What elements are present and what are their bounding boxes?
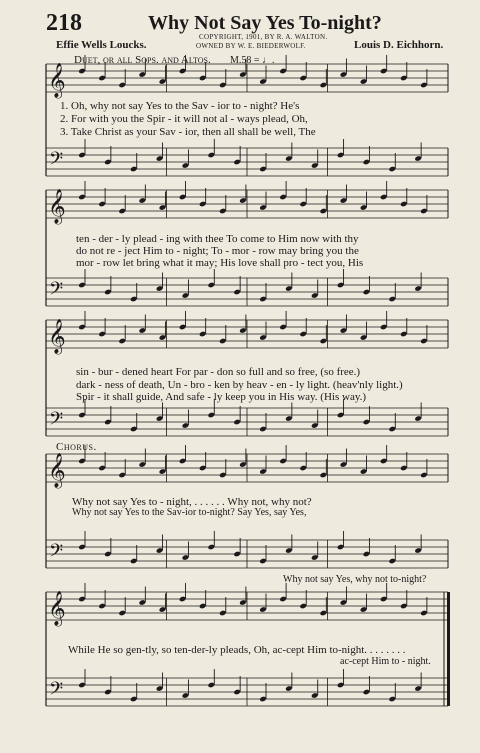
treble-clef-icon: 𝄞 <box>48 189 66 224</box>
lyric-line: do not re - ject Him to - night; To - mor - row may bring you the <box>76 245 359 257</box>
final-barline <box>447 592 450 706</box>
lyric-line: Spir - it shall guide, And safe - ly keep you in His way. (His way.) <box>76 391 367 403</box>
lyric-line: dark - ness of death, Un - bro - ken by heav - en - ly light. (heav'nly light.) <box>76 379 403 391</box>
treble-clef-icon: 𝄞 <box>48 319 66 354</box>
treble-clef-icon: 𝄞 <box>48 63 66 98</box>
bass-clef-icon: 𝄢 <box>49 409 64 434</box>
lyric-line: 1. Oh, why not say Yes to the Sav - ior to - night? He's <box>60 100 300 112</box>
lyric-line: 2. For with you the Spir - it will not al - ways plead, Oh, <box>60 113 308 125</box>
copyright-line-2: OWNED BY W. E. BIEDERWOLF. <box>196 42 306 50</box>
hymn-title: Why Not Say Yes To-night? <box>148 12 382 34</box>
lyric-line: sin - bur - dened heart For par - don so full and so free, (so free.) <box>76 366 361 378</box>
performance-marking: Duet, or all Sops. and Altos. <box>74 54 211 66</box>
bass-clef-icon: 𝄢 <box>49 279 64 304</box>
treble-clef-icon: 𝄞 <box>48 591 66 626</box>
chorus-lyric-line: Why not say Yes to the Sav-ior to-night? Say Yes, say Yes, <box>72 507 307 518</box>
hymn-number: 218 <box>46 10 82 36</box>
treble-clef-icon: 𝄞 <box>48 453 66 488</box>
copyright-line-1: COPYRIGHT, 1901, BY R. A. WALTON. <box>199 33 328 41</box>
chorus-lyric-line: Why not say Yes, why not to-night? <box>283 574 427 585</box>
chorus-lyric-line: ac-cept Him to - night. <box>340 656 431 667</box>
lyric-line: ten - der - ly plead - ing with thee To come to Him now with thy <box>76 233 359 245</box>
bass-clef-icon: 𝄢 <box>49 541 64 566</box>
bass-clef-icon: 𝄢 <box>49 679 64 704</box>
chorus-label: Chorus. <box>56 441 97 453</box>
composer-credit: Louis D. Eichhorn. <box>354 39 444 51</box>
bass-clef-icon: 𝄢 <box>49 149 64 174</box>
lyric-line: mor - row let bring what it may; His love shall pro - tect you, His <box>76 257 364 269</box>
chorus-lyric-line: Why not say Yes to - night, . . . . . . Why not, why not? <box>72 496 312 508</box>
tempo-marking: M.58 = ♩. <box>230 55 275 66</box>
chorus-lyric-line: While He so gen-tly, so ten-der-ly pleads, Oh, ac-cept Him to-night. . . . . . . . <box>68 644 406 656</box>
lyricist-credit: Effie Wells Loucks. <box>56 39 147 51</box>
lyric-line: 3. Take Christ as your Sav - ior, then all shall be well, The <box>60 126 316 138</box>
